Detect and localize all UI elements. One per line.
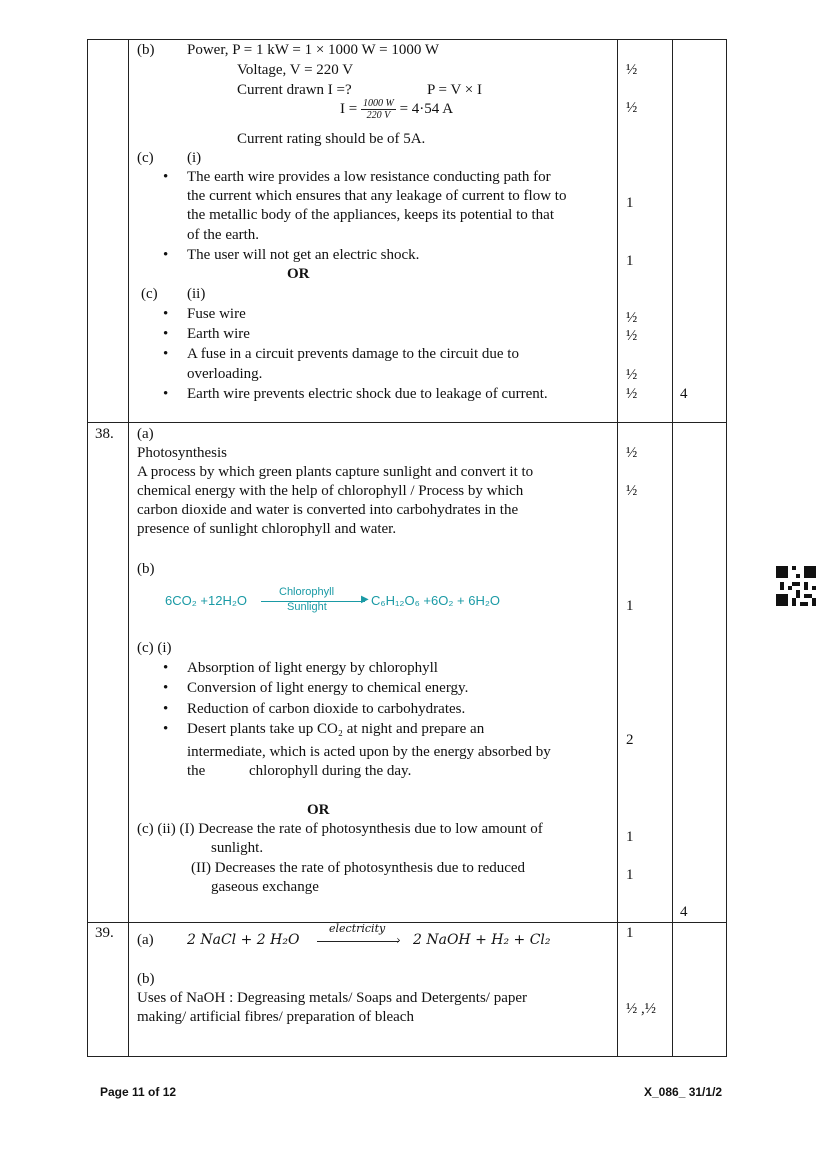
q38-b-label: (b) (137, 561, 155, 577)
q39-mark-2: ½ ,½ (626, 1001, 656, 1017)
q38-c-ii-line-3: (II) Decreases the rate of photosynthesis due to reduced (191, 860, 526, 876)
qr-code-icon (776, 566, 816, 606)
table-border-left (87, 39, 88, 1057)
q38-c-bullet-4-line-3b: chlorophyll during the day. (249, 763, 412, 779)
q37-mark-1: ½ (626, 62, 638, 78)
q37-c-i-bullet-1: • The earth wire provides a low resistance conducting path for (187, 169, 551, 186)
page-number: Page 11 of 12 (100, 1085, 177, 1099)
q37-c-ii-bullet-2: • Earth wire (187, 326, 250, 343)
q37-c-ii-bullet-1: • Fuse wire (187, 306, 246, 323)
q39-b-label: (b) (137, 971, 155, 987)
q38-mark-3: 1 (626, 598, 634, 614)
q37-current-question: Current drawn I =? (237, 82, 352, 98)
photosynthesis-catalyst: Chlorophyll (279, 586, 335, 598)
q38-c-bullet-3: • Reduction of carbon dioxide to carbohydrates. (187, 701, 465, 718)
q37-mark-6: ½ (626, 328, 638, 344)
q38-c-label: (c) (i) (137, 640, 172, 656)
q38-a-line-1: A process by which green plants capture sunlight and convert it to (137, 464, 534, 480)
electrolysis-equation (187, 922, 587, 954)
electrolysis-arrow-head: › (396, 933, 401, 947)
q38-mark-2: ½ (626, 483, 638, 499)
q38-total-marks: 4 (680, 904, 688, 920)
document-code: X_086_ 31/1/2 (644, 1085, 723, 1099)
q37-or: OR (287, 266, 310, 282)
q37-b-label: (b) (137, 42, 155, 58)
table-row-divider-1 (87, 422, 727, 423)
electrolysis-reactants: 2 NaCl + 2 H₂O (187, 932, 300, 948)
q37-c-ii-label: (ii) (187, 286, 206, 302)
q37-c-label-2: (c) (141, 286, 158, 302)
q38-a-line-2: chemical energy with the help of chlorophyll / Process by which (137, 483, 524, 499)
q37-power: Power, P = 1 kW = 1 × 1000 W = 1000 W (187, 42, 439, 58)
q38-c-ii-line-4: gaseous exchange (211, 879, 319, 895)
q37-c-label: (c) (137, 150, 154, 166)
q38-c-bullet-2: • Conversion of light energy to chemical energy. (187, 680, 468, 697)
q38-c-ii-line-2: sunlight. (211, 840, 264, 856)
photosynthesis-arrow-head: ▶ (361, 594, 369, 605)
q38-c-ii-line-1: (c) (ii) (I) Decrease the rate of photosynthesis due to low amount of (137, 821, 543, 837)
q38-c-bullet-1: • Absorption of light energy by chlorophyll (187, 660, 438, 677)
q39-mark-1: 1 (626, 925, 634, 941)
q37-i-result: = 4·54 A (399, 100, 454, 117)
electrolysis-products: 2 NaOH + H₂ + Cl₂ (413, 932, 551, 948)
q37-c-ii-bullet-3: • A fuse in a circuit prevents damage to the circuit due to (187, 346, 519, 363)
q38-number: 38. (95, 426, 114, 442)
q38-a-label: (a) (137, 426, 154, 442)
q38-mark-1: ½ (626, 445, 638, 461)
table-border-right (726, 39, 727, 1057)
q38-or: OR (307, 802, 330, 818)
q37-total-marks: 4 (680, 386, 688, 402)
photosynthesis-products: C₆H₁₂O₆ +6O₂ + 6H₂O (371, 593, 500, 608)
q38-c-bullet-4: • Desert plants take up CO₂ at night and prepare an (187, 721, 484, 738)
table-col-divider-1 (128, 39, 129, 1057)
q38-mark-6: 1 (626, 867, 634, 883)
q38-a-line-4: presence of sunlight chlorophyll and water. (137, 521, 397, 537)
table-col-divider-3 (672, 39, 673, 1057)
table-col-divider-2 (617, 39, 618, 1057)
photosynthesis-equation (165, 586, 525, 616)
q38-c-bullet-4-line-2: intermediate, which is acted upon by the energy absorbed by (187, 744, 551, 760)
table-border-top (87, 39, 727, 40)
table-border-bottom (87, 1056, 727, 1057)
q37-fraction-denominator: 220 V (366, 110, 391, 121)
q37-i-prefix: I = (340, 100, 358, 117)
q37-c-i-bullet-1-line-3: the metallic body of the appliances, keeps its potential to that (187, 207, 554, 223)
q37-mark-8: ½ (626, 386, 638, 402)
q37-c-i-bullet-2: • The user will not get an electric shock. (187, 247, 419, 264)
electrolysis-arrow (317, 941, 399, 942)
q37-mark-3: 1 (626, 195, 634, 211)
q37-mark-2: ½ (626, 100, 638, 116)
q38-mark-4: 2 (626, 732, 634, 748)
q37-mark-5: ½ (626, 310, 638, 326)
q37-c-ii-bullet-4: • Earth wire prevents electric shock due to leakage of current. (187, 386, 548, 403)
q37-pvi-formula: P = V × I (427, 82, 482, 98)
q38-a-line-3: carbon dioxide and water is converted into carbohydrates in the (137, 502, 519, 518)
q37-fraction (361, 98, 396, 121)
q38-mark-5: 1 (626, 829, 634, 845)
q37-rating: Current rating should be of 5A. (237, 131, 426, 147)
q38-c-bullet-4-line-3a: the (187, 763, 206, 779)
q37-fraction-numerator: 1000 W (362, 98, 394, 109)
q39-number: 39. (95, 925, 114, 941)
electrolysis-condition: electricity (329, 922, 386, 935)
q37-mark-7: ½ (626, 367, 638, 383)
q39-a-label: (a) (137, 932, 154, 948)
q37-c-i-bullet-1-line-4: of the earth. (187, 227, 260, 243)
photosynthesis-reactants: 6CO₂ +12H₂O (165, 593, 247, 608)
q37-mark-4: 1 (626, 253, 634, 269)
q39-b-line-2: making/ artificial fibres/ preparation of bleach (137, 1009, 414, 1025)
q37-c-ii-bullet-3-line-2: overloading. (187, 366, 263, 382)
photosynthesis-condition: Sunlight (287, 601, 327, 613)
q37-c-i-bullet-1-line-2: the current which ensures that any leakage of current to flow to (187, 188, 567, 204)
q37-voltage: Voltage, V = 220 V (237, 62, 354, 78)
q37-current-calc (340, 98, 453, 121)
q37-c-i-label: (i) (187, 150, 202, 166)
q38-a-title: Photosynthesis (137, 445, 228, 461)
q39-b-line-1: Uses of NaOH : Degreasing metals/ Soaps and Detergents/ paper (137, 990, 528, 1006)
